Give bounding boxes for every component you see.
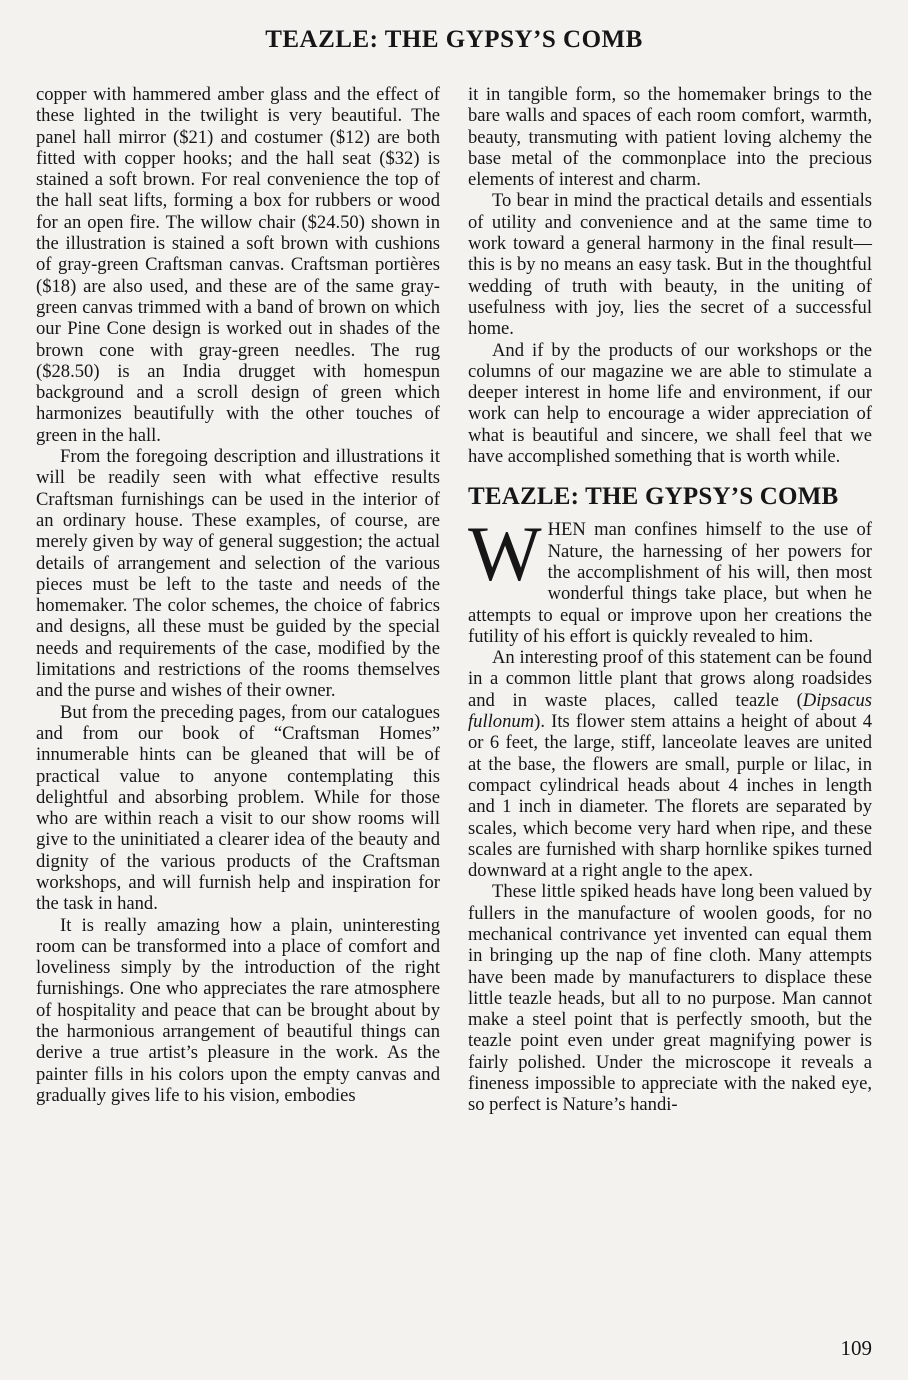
opening-text: HEN man confines himself to the use of Nature, the harnessing of her powers for the accomplishment of his will, then most wonderful things take place, but when he attempts to equal or improve upon her creations the futility of his effort is quickly revealed to him. [468,519,872,647]
section-title: TEAZLE: THE GYPSY’S COMB [468,483,839,511]
paragraph [468,647,872,881]
paragraph: copper with hammered amber glass and the effect of these lighted in the twilight is very beautiful. The panel hall mirror ($21) and costumer ($12) are both fitted with copper hooks; and the hall seat ($32) is stained a soft brown. For real convenience the top of the hall seat lifts, forming a box for rubbers or wood for an open fire. The willow chair ($24.50) shown in the illustration is stained a soft brown with cushions of gray-green Craftsman canvas. Craftsman portières ($18) are also used, and these are of the same gray-green canvas trimmed with a band of brown on which our Pine Cone design is worked out in shades of the brown cone with gray-green needles. The rug ($28.50) is an India drugget with homespun background and a scroll design of green which harmonizes beautifully with the other touches of green in the hall. [36,84,440,446]
right-column [468,84,872,1116]
paragraph: From the foregoing description and illustrations it will be readily seen with what effective results Craftsman furnishings can be used in the interior of an ordinary house. These examples, of course, are merely given by way of general suggestion; the actual details of arrangement and selection of the various pieces must be left to the taste and needs of the homemaker. The color schemes, the choice of fabrics and designs, all these must be guided by the special needs and requirements of the case, modified by the limitations and restrictions of the rooms themselves and the purse and wishes of their owner. [36,446,440,702]
paragraph: These little spiked heads have long been valued by fullers in the manufacture of woolen goods, for no mechanical contrivance yet invented can equal them in bringing up the nap of fine cloth. Many attempts have been made by manufacturers to displace these little teazle heads, but all to no purpose. Man cannot make a steel point that is perfectly smooth, but the teazle point even under great magnifying power is fairly polished. Under the microscope it reveals a fineness impossible to appreciate with the naked eye, so perfect is Nature’s handi- [468,881,872,1116]
page-number: 109 [840,1336,872,1360]
paragraph: But from the preceding pages, from our catalogues and from our book of “Craftsman Homes” innumerable hints can be gleaned that will be of practical value to anyone contemplating this delightful and absorbing problem. While for those who are within reach a visit to our show rooms will give to the uninitiated a clearer idea of the beauty and dignity of the various products of the Craftsman workshops, and will furnish help and inspiration for the task in hand. [36,701,440,915]
botanical-name: Dipsacus fullonum [468,689,872,733]
running-head: TEAZLE: THE GYPSY’S COMB [265,26,643,53]
opening-paragraph [468,510,872,647]
paragraph-text: An interesting proof of this statement can be found in a common little plant that grows along roadsides and in waste places, called teazle ( [468,647,872,711]
paragraph-text: ). Its flower stem attains a height of about 4 or 6 feet, the large, stiff, lanceolate leaves are united at the base, the flowers are small, purple or lilac, in compact cylindrical heads about 4 inches in length and 1 inch in diameter. The florets are separated by scales, which become very hard when ripe, and these scales are furnished with sharp hornlike spikes turned downward at a right angle to the apex. [468,711,872,882]
drop-cap: W [468,510,542,598]
paragraph: It is really amazing how a plain, uninteresting room can be transformed into a place of comfort and loveliness simply by the introduction of the right furnishings. One who appreciates the rare atmosphere of hospitality and peace that can be brought about by the harmonious arrangement of beautiful things can derive a true artist’s pleasure in the work. As the painter fills in his colors upon the empty canvas and gradually gives life to his vision, embodies [36,914,440,1106]
paragraph: And if by the products of our workshops or the columns of our magazine we are able to stimulate a deeper interest in home life and environment, if our work can help to encourage a wider appreciation of what is beautiful and sincere, we shall feel that we have accomplished something that is worth while. [468,339,872,468]
paragraph: it in tangible form, so the homemaker brings to the bare walls and spaces of each room comfort, warmth, beauty, transmuting with patient loving alchemy the base metal of the commonplace into the precious elements of interest and charm. [468,84,872,191]
left-column [36,84,440,1106]
paragraph: To bear in mind the practical details and essentials of utility and convenience and at the same time to work toward a general harmony in the final result—this is by no means an easy task. But in the thoughtful wedding of truth with beauty, in the uniting of usefulness with joy, lies the secret of a successful home. [468,190,872,340]
